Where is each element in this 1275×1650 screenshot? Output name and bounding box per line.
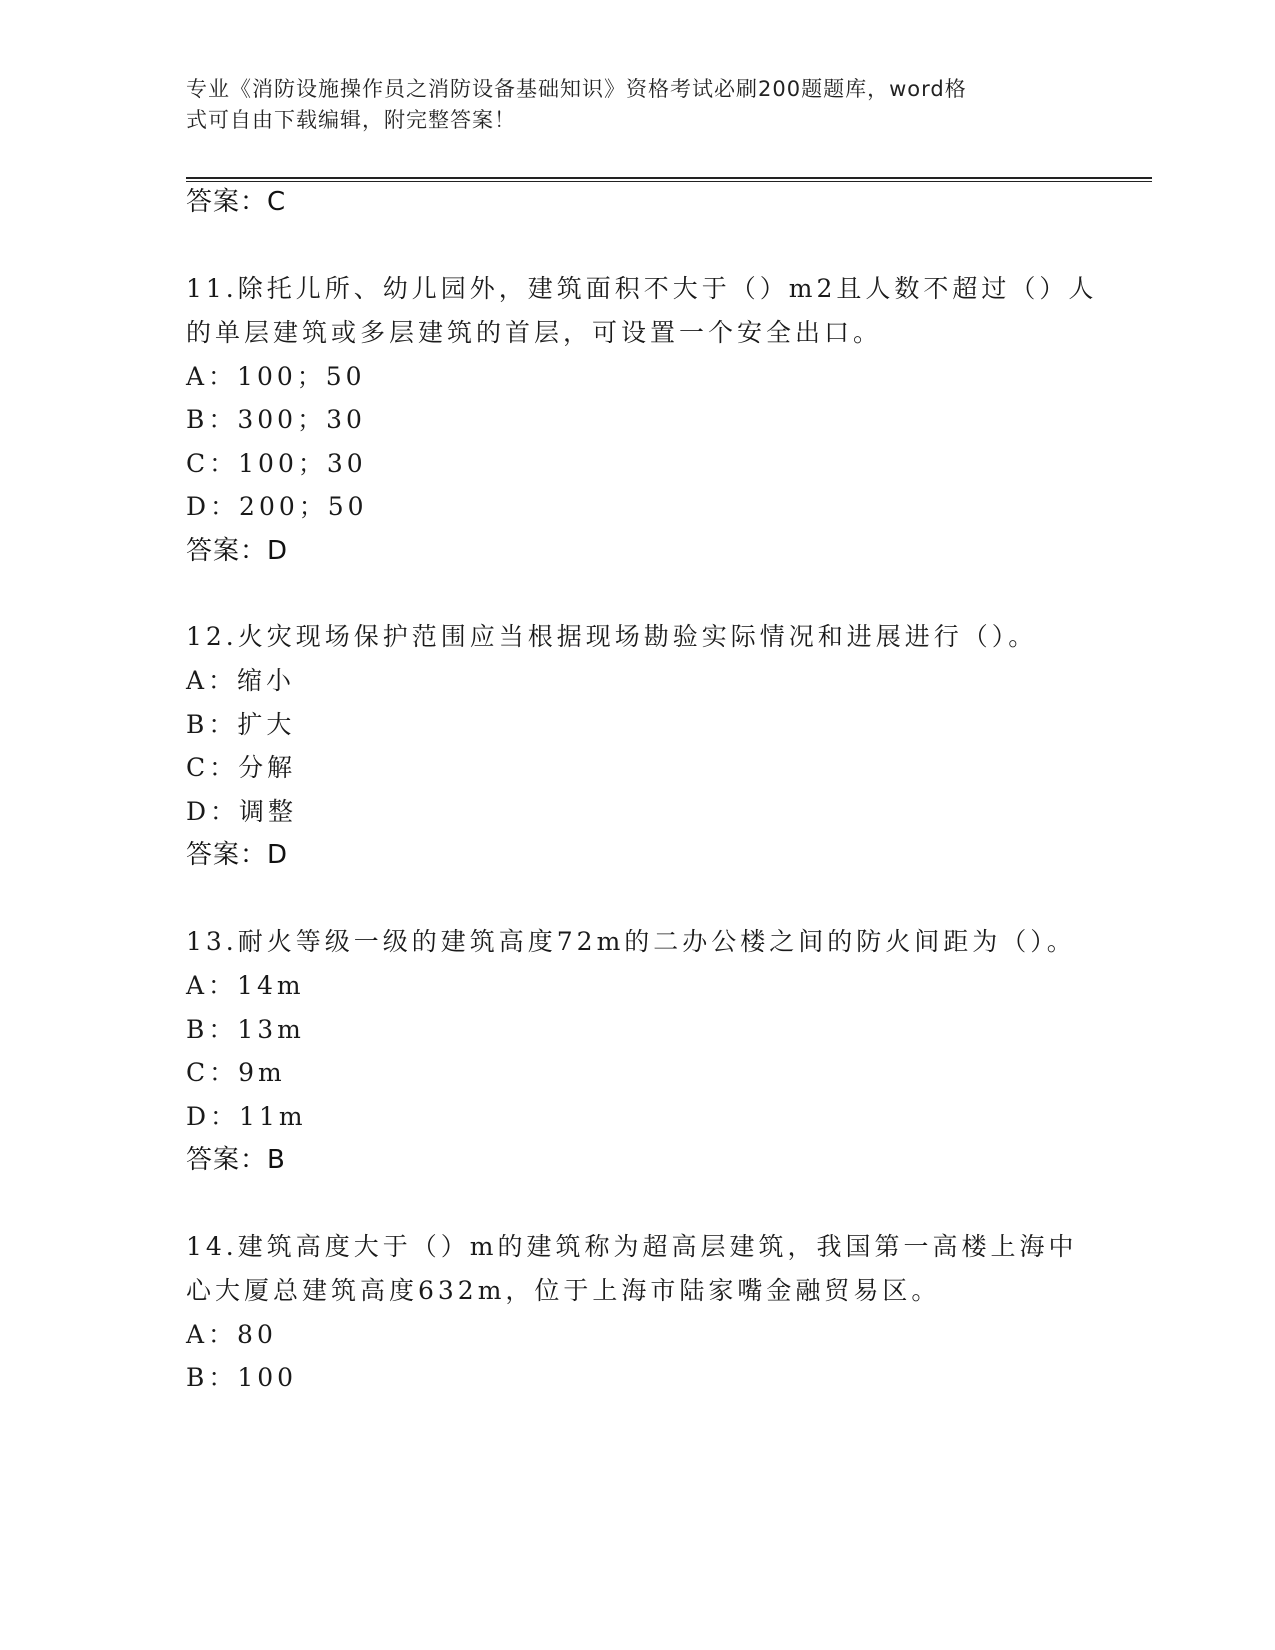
question-11-option-d: D：200；50: [186, 492, 368, 521]
question-13-option-c: C：9m: [186, 1058, 286, 1087]
question-11-option-b: B：300；30: [186, 405, 366, 434]
question-14-stem-line-1: 14.建筑高度大于（）m的建筑称为超高层建筑，我国第一高楼上海中: [186, 1232, 1078, 1261]
question-14-option-b: B：100: [186, 1363, 298, 1392]
question-11-option-c: C：100；30: [186, 449, 367, 478]
question-12-option-a: A：缩小: [186, 666, 296, 695]
question-12-option-c: C：分解: [186, 753, 297, 782]
header-divider: [186, 177, 1152, 182]
question-12-option-b: B：扩大: [186, 710, 296, 739]
header-line-1: 专业《消防设施操作员之消防设备基础知识》资格考试必刷200题题库，word格: [186, 77, 967, 101]
question-13-option-b: B：13m: [186, 1015, 305, 1044]
answer-line: 答案：C: [186, 187, 287, 217]
question-13-option-a: A：14m: [186, 971, 305, 1000]
question-13-answer: 答案：B: [186, 1145, 286, 1175]
header-line-2: 式可自由下载编辑，附完整答案！: [186, 108, 516, 132]
question-11-stem-line-1: 11.除托儿所、幼儿园外，建筑面积不大于（）m2且人数不超过（）人: [186, 274, 1098, 303]
question-14-option-a: A：80: [186, 1320, 277, 1349]
question-12-answer: 答案：D: [186, 840, 289, 870]
question-11-option-a: A：100；50: [186, 362, 366, 391]
question-12-option-d: D：调整: [186, 797, 298, 826]
question-13-option-d: D：11m: [186, 1102, 307, 1131]
question-11-answer: 答案：D: [186, 536, 289, 566]
question-14-stem-line-2: 心大厦总建筑高度632m，位于上海市陆家嘴金融贸易区。: [186, 1276, 941, 1305]
page-header: [186, 74, 1086, 136]
question-12-stem-line-1: 12.火灾现场保护范围应当根据现场勘验实际情况和进展进行（）。: [186, 622, 1038, 651]
question-13-stem-line-1: 13.耐火等级一级的建筑高度72m的二办公楼之间的防火间距为（）。: [186, 927, 1076, 956]
question-11-stem-line-2: 的单层建筑或多层建筑的首层，可设置一个安全出口。: [186, 318, 883, 347]
